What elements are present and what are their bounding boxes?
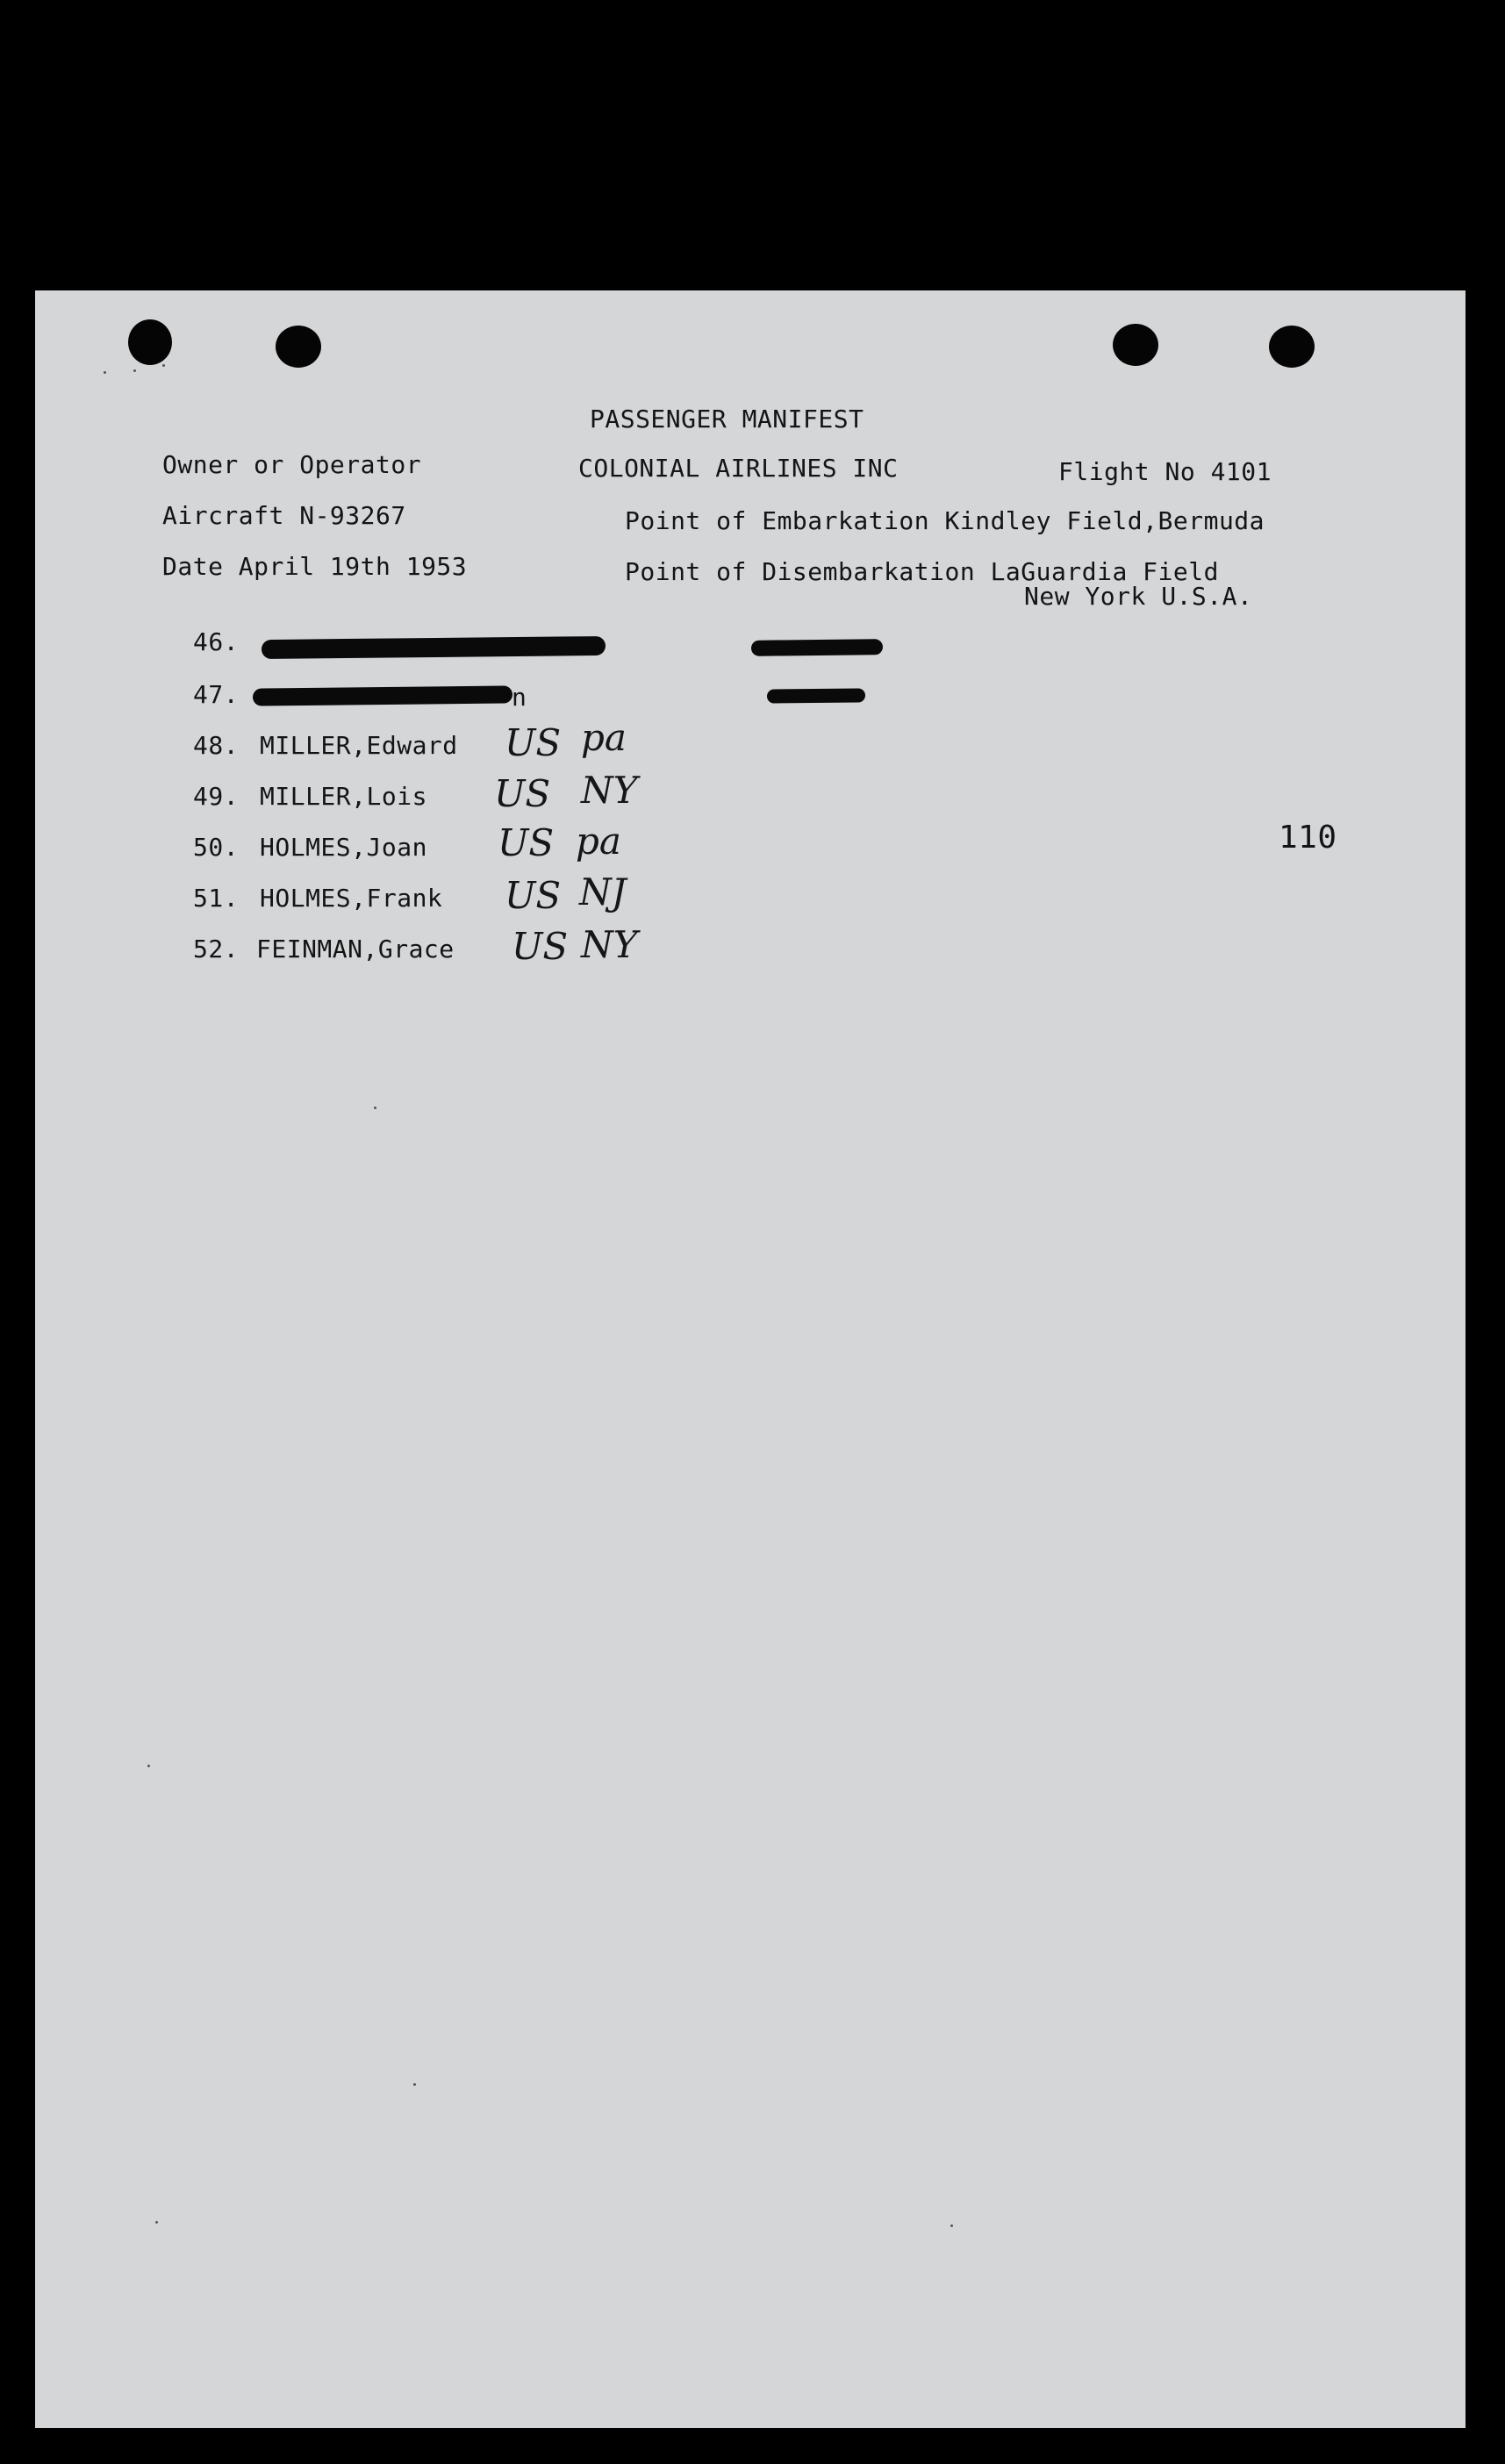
disembarkation-point-line2: New York U.S.A. bbox=[1024, 582, 1253, 611]
speck bbox=[413, 2083, 416, 2086]
redaction-mark bbox=[253, 685, 512, 706]
passenger-nationality: US bbox=[512, 925, 569, 968]
passenger-number: 50. bbox=[193, 833, 240, 862]
passenger-number: 46. bbox=[193, 627, 240, 656]
redaction-mark bbox=[751, 639, 883, 656]
passenger-number: 48. bbox=[193, 731, 240, 760]
speck bbox=[950, 2224, 953, 2227]
passenger-name: n bbox=[512, 683, 527, 712]
page-number: 110 bbox=[1279, 820, 1337, 856]
passenger-nationality: US bbox=[505, 874, 562, 917]
speck bbox=[133, 369, 136, 372]
passenger-nationality: US bbox=[498, 821, 555, 864]
flight-number: Flight No 4101 bbox=[1058, 457, 1272, 486]
passenger-number: 52. bbox=[193, 935, 240, 963]
punch-hole-1 bbox=[128, 319, 172, 365]
speck bbox=[155, 2221, 158, 2224]
passenger-state: NY bbox=[581, 923, 638, 966]
passenger-nationality: US bbox=[505, 721, 562, 764]
passenger-name: HOLMES,Joan bbox=[260, 833, 427, 862]
passenger-name: FEINMAN,Grace bbox=[256, 935, 455, 963]
operator-name: COLONIAL AIRLINES INC bbox=[578, 454, 899, 483]
passenger-state: pa bbox=[576, 820, 621, 863]
passenger-name: MILLER,Edward bbox=[260, 731, 458, 760]
passenger-state: NY bbox=[581, 769, 638, 812]
redaction-mark bbox=[767, 688, 865, 703]
aircraft-id: Aircraft N-93267 bbox=[162, 501, 406, 530]
passenger-number: 51. bbox=[193, 884, 240, 913]
passenger-number: 49. bbox=[193, 782, 240, 811]
owner-label: Owner or Operator bbox=[162, 450, 422, 479]
disembarkation-point: Point of Disembarkation LaGuardia Field bbox=[625, 557, 1219, 586]
passenger-name: MILLER,Lois bbox=[260, 782, 427, 811]
passenger-state: pa bbox=[581, 716, 627, 759]
speck bbox=[374, 1107, 376, 1109]
punch-hole-2 bbox=[276, 326, 321, 368]
passenger-name: HOLMES,Frank bbox=[260, 884, 443, 913]
manifest-page bbox=[35, 290, 1466, 2428]
manifest-title: PASSENGER MANIFEST bbox=[590, 405, 864, 433]
punch-hole-3 bbox=[1113, 324, 1158, 366]
flight-date: Date April 19th 1953 bbox=[162, 552, 468, 581]
redaction-mark bbox=[262, 636, 606, 659]
speck bbox=[104, 371, 106, 374]
passenger-state: NJ bbox=[579, 870, 627, 913]
punch-hole-4 bbox=[1269, 326, 1315, 368]
speck bbox=[147, 1765, 150, 1767]
passenger-number: 47. bbox=[193, 680, 240, 709]
passenger-nationality: US bbox=[494, 772, 551, 815]
speck bbox=[162, 364, 165, 367]
embarkation-point: Point of Embarkation Kindley Field,Bermuda bbox=[625, 506, 1265, 535]
